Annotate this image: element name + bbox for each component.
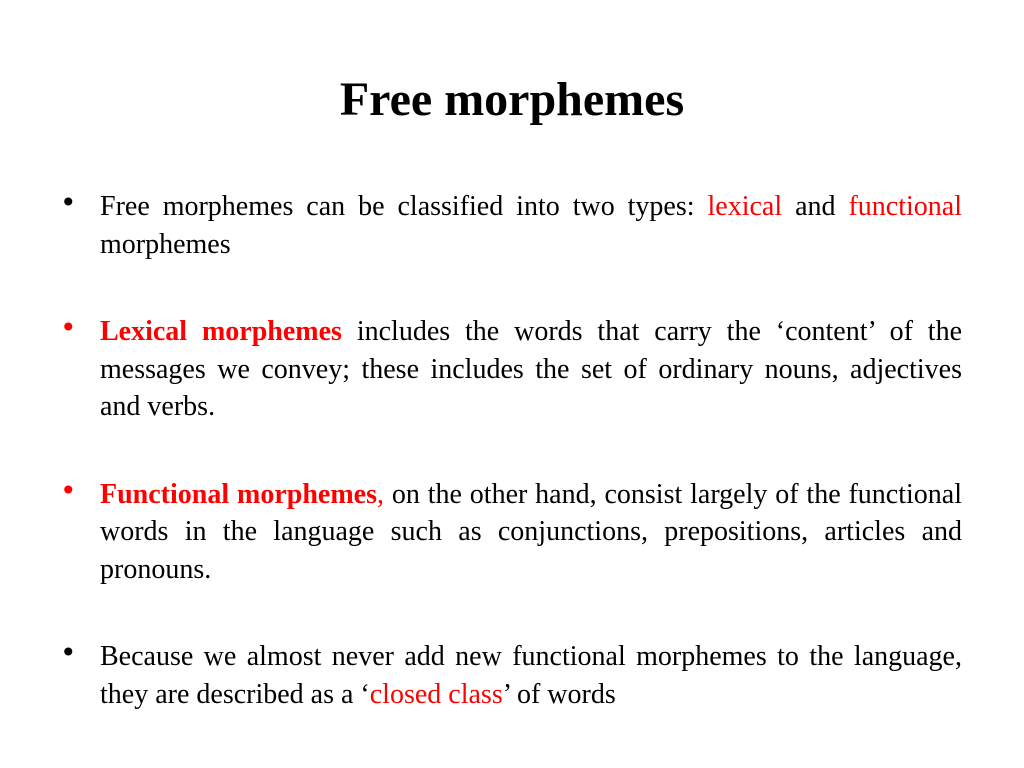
bullet-item-lexical xyxy=(60,313,962,426)
term-functional-morphemes: Functional morphemes xyxy=(100,478,377,510)
highlight-closed-class: closed class xyxy=(369,678,503,710)
bullet-text: on the other hand, consist largely of the functional words in the language such as conjunctions, prepositions, articles and pronouns. xyxy=(100,478,963,585)
bullet-text: morphemes xyxy=(100,228,231,260)
bullet-text: ’ of words xyxy=(502,678,616,710)
bullet-icon: • xyxy=(60,186,77,219)
bullet-text: includes the words that carry the ‘content’ of the messages we convey; these includes the set of ordinary nouns, adjectives and verbs. xyxy=(100,316,963,422)
bullet-text: Because we almost never add new functional morphemes to the language, they are described as a ‘ xyxy=(100,641,962,710)
highlight-functional: functional xyxy=(848,191,962,222)
bullet-icon: • xyxy=(60,473,77,507)
bullet-list xyxy=(60,188,962,763)
bullet-item-types xyxy=(60,188,962,263)
bullet-text: and xyxy=(782,191,849,222)
bullet-item-closed-class xyxy=(60,638,962,713)
bullet-text: Free morphemes can be classified into two types: xyxy=(100,191,708,222)
bullet-icon: • xyxy=(60,636,77,669)
bullet-item-functional xyxy=(60,473,963,589)
term-comma: , xyxy=(376,478,384,510)
slide-title: Free morphemes xyxy=(339,73,685,126)
bullet-icon: • xyxy=(60,311,77,344)
highlight-lexical: lexical xyxy=(707,191,783,222)
term-lexical-morphemes: Lexical morphemes xyxy=(100,316,342,347)
